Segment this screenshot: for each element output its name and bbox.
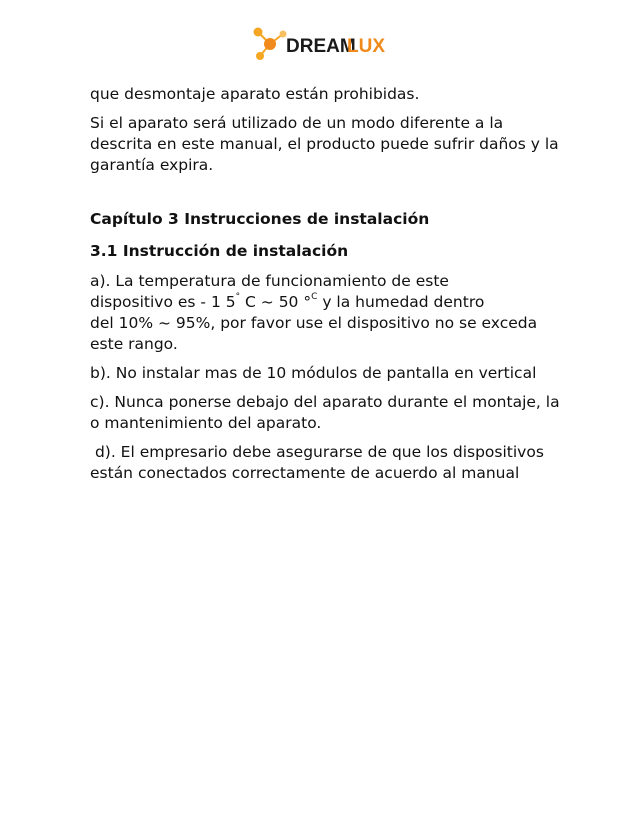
- logo-text-dream: DREAM: [286, 36, 356, 57]
- logo-dot-icon: [256, 52, 264, 60]
- degree-superscript: °: [235, 292, 241, 302]
- instruction-item-d: d). El empresario debe asegurarse de que los dispositivos están conectados correctamente de acuerdo al manual: [90, 443, 549, 482]
- document-body: [90, 84, 560, 492]
- section-heading: 3.1 Instrucción de instalación: [90, 242, 349, 260]
- logo-text-lux: LUX: [347, 36, 385, 57]
- instruction-item-a: [90, 271, 560, 355]
- logo-dot-icon: [264, 38, 276, 50]
- item-a-line2-end: y la humedad dentro: [317, 293, 485, 311]
- paragraph-warranty: Si el aparato será utilizado de un modo diferente a la descrita en este manual, el producto puede sufrir daños y la garantía expira.: [90, 114, 559, 174]
- logo-dot-icon: [254, 28, 263, 37]
- paragraph-prohibited: que desmontaje aparato están prohibidas.: [90, 85, 420, 103]
- item-a-line2-start: dispositivo es - 1 5: [90, 293, 236, 311]
- instruction-item-c: c). Nunca ponerse debajo del aparato durante el montaje, la o mantenimiento del aparato.: [90, 393, 560, 432]
- instruction-item-b: b). No instalar mas de 10 módulos de pantalla en vertical: [90, 364, 537, 382]
- item-a-line1: a). La temperatura de funcionamiento de este: [90, 272, 449, 290]
- dreamlux-logo: [250, 22, 400, 68]
- item-a-line2-mid: C ~ 50 °: [240, 293, 312, 311]
- celsius-superscript: C: [311, 292, 318, 302]
- item-a-rest: del 10% ~ 95%, por favor use el dispositivo no se exceda este rango.: [90, 314, 538, 353]
- logo-graphic: [250, 22, 400, 68]
- chapter-heading: Capítulo 3 Instrucciones de instalación: [90, 210, 430, 228]
